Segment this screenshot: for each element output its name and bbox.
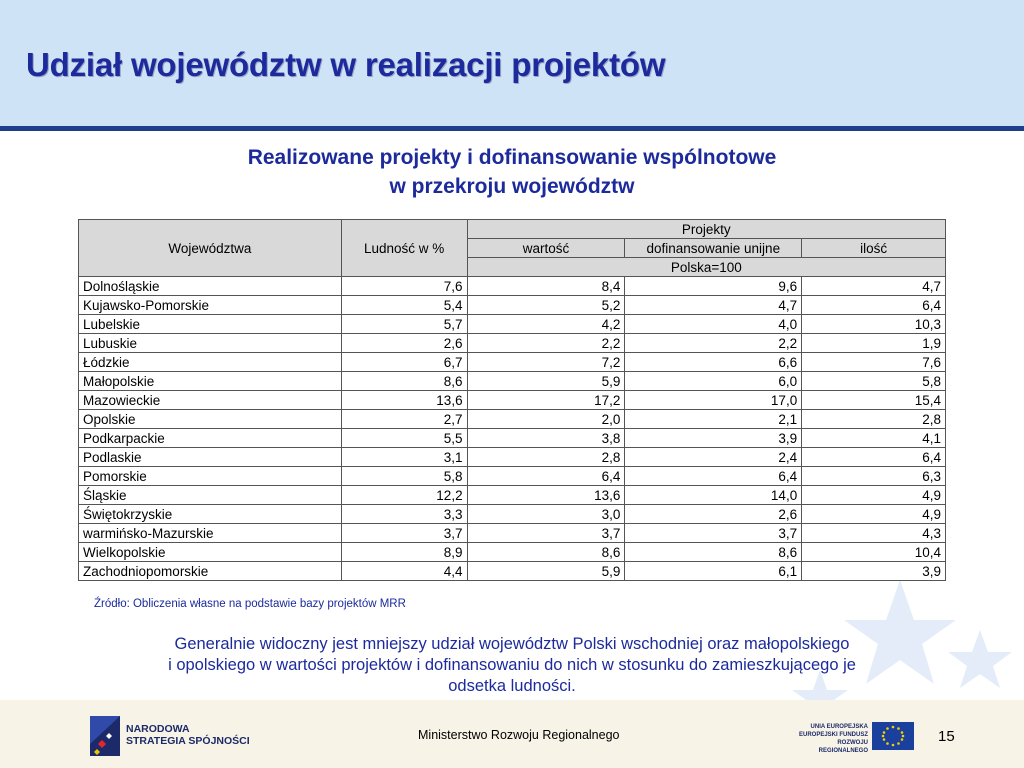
cell-region: Lubuskie xyxy=(79,334,342,353)
cell-count: 6,4 xyxy=(802,296,946,315)
cell-funding: 6,0 xyxy=(625,372,802,391)
cell-count: 3,9 xyxy=(802,562,946,581)
nss-logo-text xyxy=(126,723,250,747)
table-row xyxy=(79,486,946,505)
table-row xyxy=(79,562,946,581)
eu-flag-icon xyxy=(872,722,914,750)
table-row xyxy=(79,334,946,353)
cell-region: Świętokrzyskie xyxy=(79,505,342,524)
ministry-name: Ministerstwo Rozwoju Regionalnego xyxy=(418,728,620,742)
cell-population: 3,3 xyxy=(341,505,467,524)
cell-region: Wielkopolskie xyxy=(79,543,342,562)
table-body xyxy=(79,277,946,581)
nss-logo-icon xyxy=(88,714,122,758)
table-row xyxy=(79,372,946,391)
cell-funding: 3,9 xyxy=(625,429,802,448)
cell-region: warmińsko-Mazurskie xyxy=(79,524,342,543)
cell-value: 3,0 xyxy=(467,505,625,524)
cell-region: Małopolskie xyxy=(79,372,342,391)
cell-count: 7,6 xyxy=(802,353,946,372)
cell-population: 3,7 xyxy=(341,524,467,543)
cell-region: Opolskie xyxy=(79,410,342,429)
cell-count: 4,7 xyxy=(802,277,946,296)
cell-population: 3,1 xyxy=(341,448,467,467)
cell-funding: 2,4 xyxy=(625,448,802,467)
table-row xyxy=(79,296,946,315)
cell-value: 3,7 xyxy=(467,524,625,543)
cell-value: 8,4 xyxy=(467,277,625,296)
cell-population: 6,7 xyxy=(341,353,467,372)
header-index: Polska=100 xyxy=(467,258,945,277)
cell-value: 2,8 xyxy=(467,448,625,467)
cell-value: 13,6 xyxy=(467,486,625,505)
cell-funding: 8,6 xyxy=(625,543,802,562)
cell-population: 12,2 xyxy=(341,486,467,505)
table-row xyxy=(79,505,946,524)
table-row xyxy=(79,353,946,372)
cell-count: 6,4 xyxy=(802,448,946,467)
cell-count: 1,9 xyxy=(802,334,946,353)
cell-funding: 14,0 xyxy=(625,486,802,505)
nss-line-1: NARODOWA xyxy=(126,723,190,735)
cell-count: 4,9 xyxy=(802,486,946,505)
cell-population: 5,8 xyxy=(341,467,467,486)
table-row xyxy=(79,277,946,296)
cell-count: 5,8 xyxy=(802,372,946,391)
cell-count: 10,4 xyxy=(802,543,946,562)
cell-region: Mazowieckie xyxy=(79,391,342,410)
cell-region: Zachodniopomorskie xyxy=(79,562,342,581)
cell-count: 2,8 xyxy=(802,410,946,429)
cell-funding: 2,2 xyxy=(625,334,802,353)
table-row xyxy=(79,391,946,410)
table-row xyxy=(79,448,946,467)
eu-text xyxy=(792,723,868,755)
cell-population: 5,4 xyxy=(341,296,467,315)
table-row xyxy=(79,410,946,429)
cell-population: 5,7 xyxy=(341,315,467,334)
source-note: Źródło: Obliczenia własne na podstawie bazy projektów MRR xyxy=(94,598,406,610)
header-region: Województwa xyxy=(79,220,342,277)
cell-value: 3,8 xyxy=(467,429,625,448)
cell-funding: 6,4 xyxy=(625,467,802,486)
regions-table xyxy=(78,219,946,581)
table-row xyxy=(79,429,946,448)
cell-value: 6,4 xyxy=(467,467,625,486)
eu-line-3: ROZWOJU REGIONALNEGO xyxy=(818,740,868,754)
cell-funding: 4,0 xyxy=(625,315,802,334)
page-number: 15 xyxy=(938,728,955,745)
eu-line-1: UNIA EUROPEJSKA xyxy=(810,724,868,730)
cell-value: 5,9 xyxy=(467,562,625,581)
header-funding: dofinansowanie unijne xyxy=(625,239,802,258)
table-row xyxy=(79,543,946,562)
cell-value: 5,9 xyxy=(467,372,625,391)
cell-value: 7,2 xyxy=(467,353,625,372)
table-row xyxy=(79,524,946,543)
nss-line-2: STRATEGIA SPÓJNOŚCI xyxy=(126,735,250,747)
cell-region: Śląskie xyxy=(79,486,342,505)
cell-count: 4,1 xyxy=(802,429,946,448)
cell-count: 6,3 xyxy=(802,467,946,486)
cell-funding: 4,7 xyxy=(625,296,802,315)
cell-count: 10,3 xyxy=(802,315,946,334)
cell-count: 15,4 xyxy=(802,391,946,410)
cell-count: 4,3 xyxy=(802,524,946,543)
cell-region: Pomorskie xyxy=(79,467,342,486)
summary-line-1: Generalnie widoczny jest mniejszy udział województw Polski wschodniej oraz małopolskiego xyxy=(174,635,850,653)
table-title-line-1: Realizowane projekty i dofinansowanie wspólnotowe xyxy=(247,146,777,169)
table-title-line-2: w przekroju województw xyxy=(389,175,635,198)
cell-region: Lubelskie xyxy=(79,315,342,334)
eu-line-2: EUROPEJSKI FUNDUSZ xyxy=(798,732,868,738)
cell-count: 4,9 xyxy=(802,505,946,524)
cell-funding: 9,6 xyxy=(625,277,802,296)
cell-funding: 2,1 xyxy=(625,410,802,429)
cell-funding: 2,6 xyxy=(625,505,802,524)
header-projects: Projekty xyxy=(467,220,945,239)
cell-value: 17,2 xyxy=(467,391,625,410)
cell-funding: 3,7 xyxy=(625,524,802,543)
cell-funding: 17,0 xyxy=(625,391,802,410)
cell-value: 8,6 xyxy=(467,543,625,562)
cell-region: Łódzkie xyxy=(79,353,342,372)
cell-value: 5,2 xyxy=(467,296,625,315)
header-population: Ludność w % xyxy=(341,220,467,277)
cell-value: 2,2 xyxy=(467,334,625,353)
cell-value: 4,2 xyxy=(467,315,625,334)
header-rule xyxy=(0,126,1024,131)
cell-funding: 6,6 xyxy=(625,353,802,372)
cell-population: 13,6 xyxy=(341,391,467,410)
table-row xyxy=(79,315,946,334)
cell-value: 2,0 xyxy=(467,410,625,429)
table-row xyxy=(79,467,946,486)
slide-title: Udział województw w realizacji projektów xyxy=(26,46,666,83)
cell-population: 7,6 xyxy=(341,277,467,296)
cell-population: 8,6 xyxy=(341,372,467,391)
summary-text xyxy=(70,634,954,697)
header-value: wartość xyxy=(467,239,625,258)
cell-region: Dolnośląskie xyxy=(79,277,342,296)
summary-line-3: odsetka ludności. xyxy=(448,677,576,695)
summary-line-2: i opolskiego w wartości projektów i dofinansowaniu do nich w stosunku do zamieszkującego je xyxy=(168,656,856,674)
cell-population: 2,7 xyxy=(341,410,467,429)
header-count: ilość xyxy=(802,239,946,258)
cell-population: 2,6 xyxy=(341,334,467,353)
cell-region: Kujawsko-Pomorskie xyxy=(79,296,342,315)
cell-population: 5,5 xyxy=(341,429,467,448)
cell-region: Podlaskie xyxy=(79,448,342,467)
cell-population: 8,9 xyxy=(341,543,467,562)
cell-funding: 6,1 xyxy=(625,562,802,581)
cell-region: Podkarpackie xyxy=(79,429,342,448)
cell-population: 4,4 xyxy=(341,562,467,581)
